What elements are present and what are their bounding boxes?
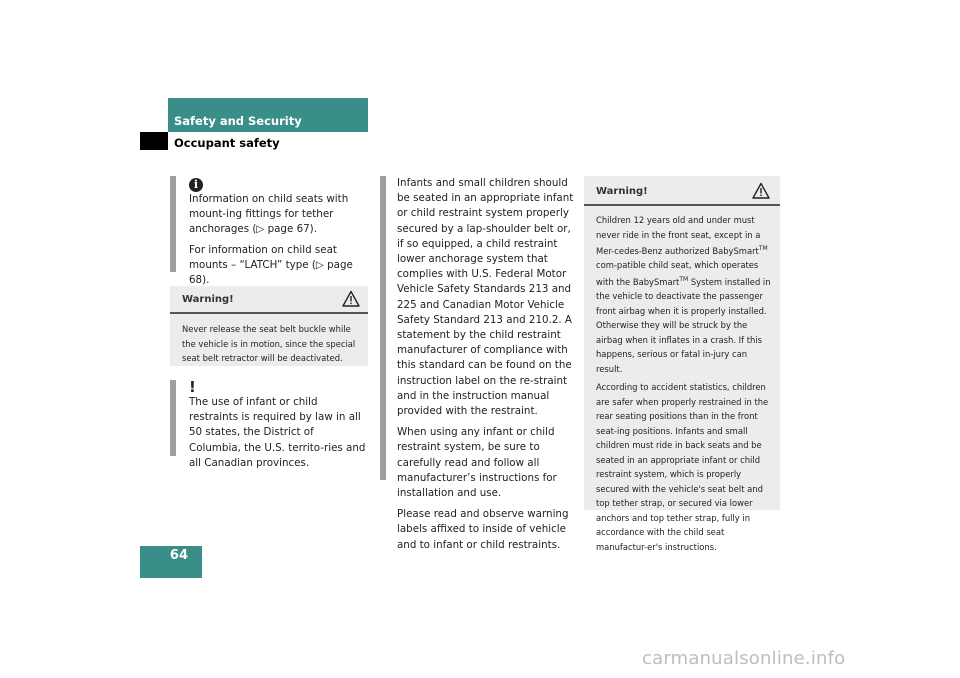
warning-triangle-icon xyxy=(752,182,770,200)
warning-title: Warning! xyxy=(182,294,234,305)
info-icon: i xyxy=(189,175,368,192)
caution-note xyxy=(170,378,368,469)
warning-title: Warning! xyxy=(596,186,648,197)
info-para-2: For information on child seat mounts – “LATCH” type (▷ page 68). xyxy=(189,243,353,287)
warning-box-large xyxy=(584,176,780,552)
trademark-mark: TM xyxy=(679,275,689,283)
watermark-text: carmanualsonline.info xyxy=(642,648,846,669)
middle-para-3: Please read and observe warning labels affixed to inside of vehicle and to infant or child restraints. xyxy=(397,508,569,551)
warning-para-1 xyxy=(596,213,772,376)
info-para-1: Information on child seats with mount-ing fittings for tether anchorages (▷ page 67). xyxy=(189,193,349,236)
trademark-mark: TM xyxy=(758,245,768,252)
warning-para-1b: com-patible child seat, which operates with the BabySmart xyxy=(596,260,759,287)
warning-text: Never release the seat belt buckle while the vehicle is in motion, since the special seat belt retractor will be deactivated. xyxy=(182,324,356,363)
warning-header xyxy=(584,176,780,206)
info-note xyxy=(170,176,368,287)
middle-para-1: Infants and small children should be seated in an appropriate infant or child restraint system properly secured by a lap-shoulder belt or, if so equipped, a child restraint lower anchorage system that complies with U.S. Federal Motor Vehicle Safety Standards 213 and 225 and Canadian Motor Vehicle Safety Standard 213 and 210.2. A statement by the child restraint manufacturer of compliance with this standard can be found on the instruction label on the re-straint and in the instruction manual provided with the restraint. xyxy=(397,177,574,418)
exclamation-icon: ! xyxy=(189,378,196,396)
warning-header xyxy=(170,286,368,314)
middle-para-2: When using any infant or child restraint system, be sure to carefully read and follow all manufacturer’s instructions for installation and use. xyxy=(397,426,557,500)
warning-para-2: According to accident statistics, children are safer when properly restrained in the rear seating positions than in the front seat-ing positions. Infants and small children must ride in back seats and be seated in an appropriate infant or child restraint system, which is properly secured with the vehicle's seat belt and top tether strap, or secured via lower anchors and top tether strap, fully in accordance with the child seat manufactur-er's instructions. xyxy=(596,382,769,552)
middle-column xyxy=(380,176,576,551)
warning-triangle-icon xyxy=(342,290,360,308)
section-title: Safety and Security xyxy=(174,114,302,128)
warning-body xyxy=(170,314,368,378)
subsection-title: Occupant safety xyxy=(174,136,280,150)
warning-para-1a: Children 12 years old and under must never ride in the front seat, except in a Mer-cedes-Benz authorized BabySmart xyxy=(596,215,761,256)
warning-box-small xyxy=(170,286,368,366)
page-number: 64 xyxy=(140,546,202,578)
section-marker xyxy=(140,132,168,150)
caution-text: The use of infant or child restraints is required by law in all 50 states, the District of Columbia, the U.S. territo-ries and all Canadian provinces. xyxy=(189,396,366,469)
warning-para-1c: System installed in the vehicle to deactivate the passenger front airbag when it is properly installed. Otherwise they will be struck by the airbag when it inflates in a crash. If this happens, serious or fatal in-jury can result. xyxy=(596,276,771,374)
warning-body xyxy=(584,206,780,566)
